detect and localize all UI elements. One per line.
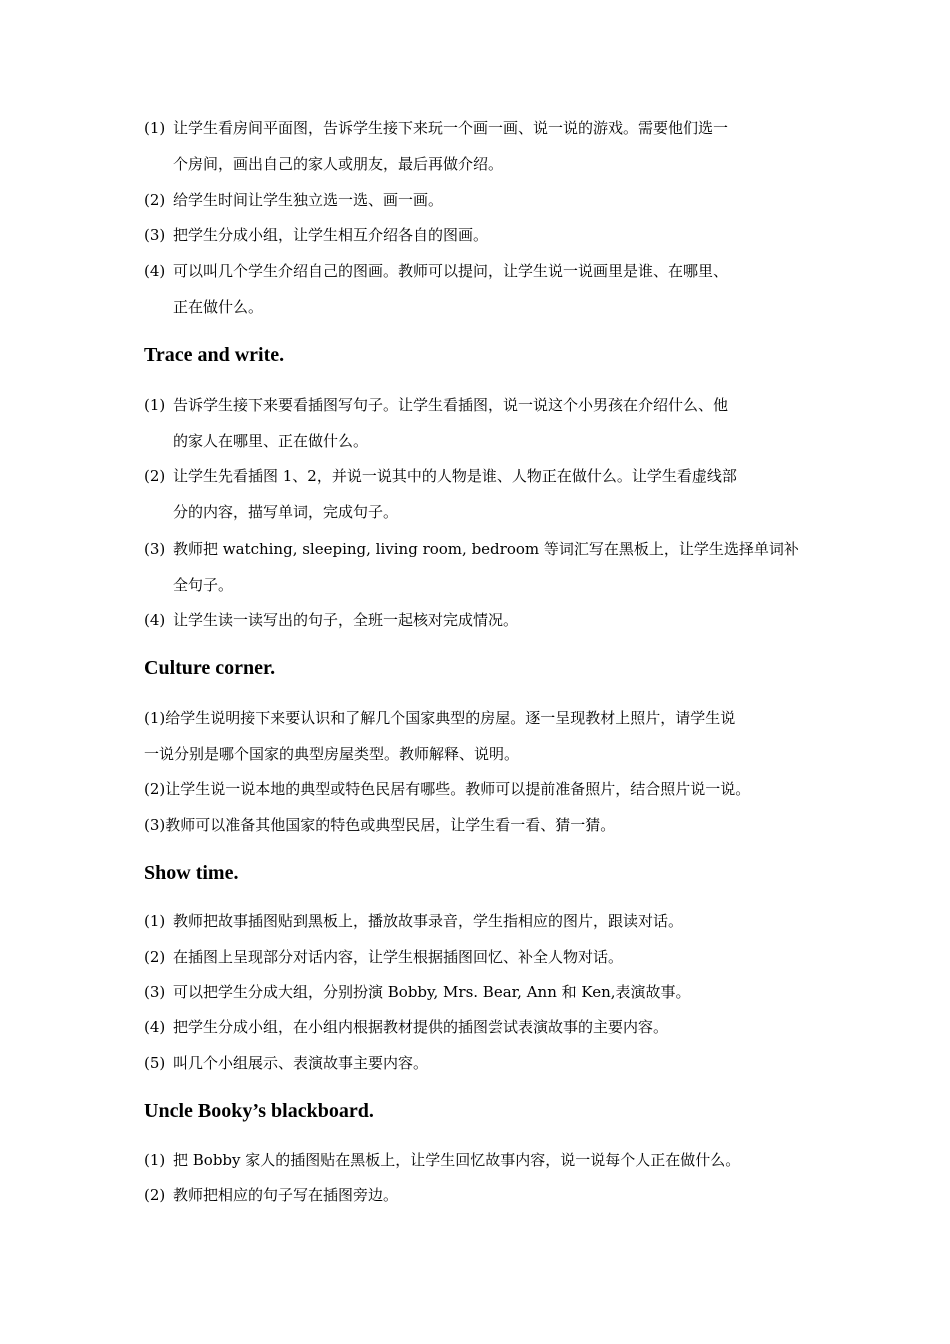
item-number: (3): [144, 983, 166, 1001]
item-text-continued: 的家人在哪里、正在做什么。: [173, 432, 369, 450]
item-text: 把学生分成小组，让学生相互介绍各自的图画。: [173, 226, 489, 244]
item-text: 把学生分成小组，在小组内根据教材提供的插图尝试表演故事的主要内容。: [173, 1018, 669, 1036]
item-text: 叫几个小组展示、表演故事主要内容。: [173, 1054, 429, 1072]
item-text-continued: 分的内容，描写单词，完成句子。: [173, 503, 399, 521]
item-text-continued: 正在做什么。: [173, 298, 264, 316]
paragraph: [144, 771, 750, 807]
item-number: (3): [144, 226, 166, 244]
paragraph-text-continued: 一说分别是哪个国家的典型房屋类型。教师解释、说明。: [144, 745, 520, 763]
paragraph-text: (1)给学生说明接下来要认识和了解几个国家典型的房屋。逐一呈现教材上照片，请学生说: [144, 709, 736, 727]
paragraph-text: (3)教师可以准备其他国家的特色或典型民居，让学生看一看、猜一猜。: [144, 816, 616, 834]
item-number: (4): [144, 611, 166, 629]
paragraph: [144, 700, 736, 763]
item-number: (1): [144, 912, 166, 930]
section-heading-show-time: Show time.: [144, 862, 239, 884]
item-text: 让学生看房间平面图，告诉学生接下来玩一个画一画、说一说的游戏。需要他们选一: [173, 119, 729, 137]
item-number: (2): [144, 1186, 166, 1204]
item-text: 给学生时间让学生独立选一选、画一画。: [173, 191, 444, 209]
section-heading-trace-and-write: Trace and write.: [144, 344, 285, 366]
item-number: (4): [144, 262, 166, 280]
item-text: 可以叫几个学生介绍自己的图画。教师可以提问，让学生说一说画里是谁、在哪里、: [173, 262, 729, 280]
item-text: 教师把相应的句子写在插图旁边。: [173, 1186, 399, 1204]
item-text: 让学生读一读写出的句子，全班一起核对完成情况。: [173, 611, 519, 629]
item-number: (4): [144, 1018, 166, 1036]
item-number: (2): [144, 467, 166, 485]
item-text-continued: 全句子。: [173, 576, 234, 594]
section-heading-culture-corner: Culture corner.: [144, 657, 276, 679]
item-number: (2): [144, 191, 166, 209]
item-text: 在插图上呈现部分对话内容，让学生根据插图回忆、补全人物对话。: [173, 948, 624, 966]
item-number: (1): [144, 1151, 166, 1169]
paragraph-text: (2)让学生说一说本地的典型或特色民居有哪些。教师可以提前准备照片，结合照片说一说。: [144, 780, 751, 798]
item-text: 把 Bobby 家人的插图贴在黑板上，让学生回忆故事内容，说一说每个人正在做什么。: [173, 1151, 741, 1169]
item-number: (3): [144, 540, 166, 558]
item-text: 告诉学生接下来要看插图写句子。让学生看插图，说一说这个小男孩在介绍什么、他: [173, 396, 729, 414]
item-text: 教师把 watching, sleeping, living room, bedroom 等词汇写在黑板上，让学生选择单词补: [173, 540, 799, 558]
item-text: 教师把故事插图贴到黑板上，播放故事录音，学生指相应的图片，跟读对话。: [173, 912, 684, 930]
item-number: (2): [144, 948, 166, 966]
item-text: 可以把学生分成大组，分别扮演 Bobby, Mrs. Bear, Ann 和 Ken,表演故事。: [173, 983, 691, 1001]
item-text-continued: 个房间，画出自己的家人或朋友，最后再做介绍。: [173, 155, 504, 173]
item-number: (5): [144, 1054, 166, 1072]
item-number: (1): [144, 396, 166, 414]
item-text: 让学生先看插图 1、2，并说一说其中的人物是谁、人物正在做什么。让学生看虚线部: [173, 467, 737, 485]
section-heading-uncle-booky-blackboard: Uncle Booky’s blackboard.: [144, 1100, 374, 1122]
paragraph: [144, 807, 615, 843]
item-number: (1): [144, 119, 166, 137]
